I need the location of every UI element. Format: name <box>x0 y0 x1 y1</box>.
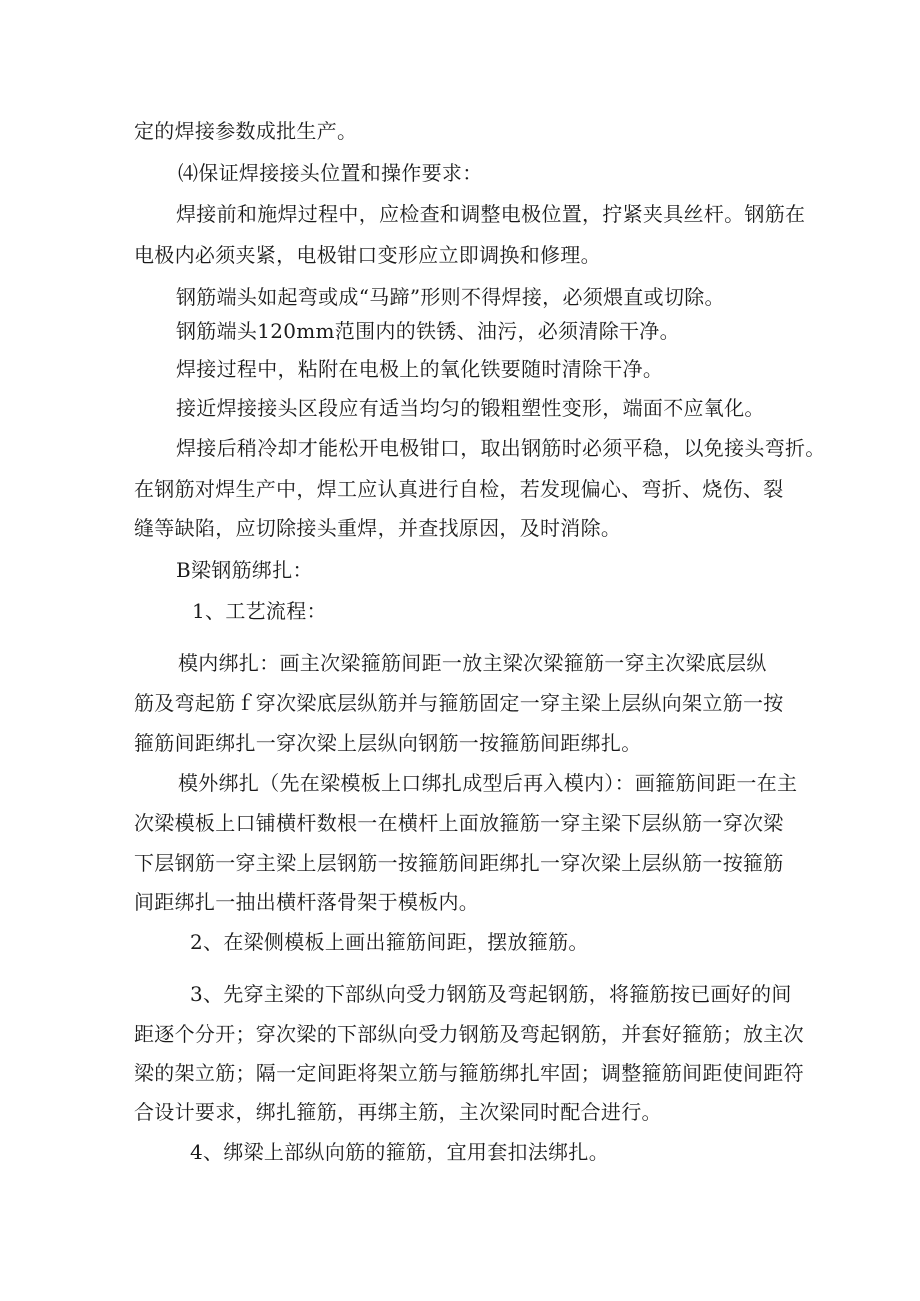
text-line: ⑷保证焊接接头位置和操作要求： <box>178 161 483 185</box>
text-line: 2、在梁侧模板上画出箍筋间距，摆放箍筋。 <box>190 930 589 954</box>
text-line: 距逐个分开；穿次梁的下部纵向受力钢筋及弯起钢筋，并套好箍筋；放主次 <box>134 1022 804 1046</box>
text-line: 焊接前和施焊过程中，应检查和调整电极位置，拧紧夹具丝杆。钢筋在 <box>176 202 806 226</box>
text-line: 梁的架立筋；隔一定间距将架立筋与箍筋绑扎牢固；调整箍筋间距使间距符 <box>134 1061 804 1085</box>
text-line: 合设计要求，绑扎箍筋，再绑主筋，主次梁同时配合进行。 <box>134 1100 662 1124</box>
text-line: 次梁模板上口铺横杆数根一在横杆上面放箍筋一穿主梁下层纵筋一穿次梁 <box>134 811 784 835</box>
text-line: 焊接过程中，粘附在电极上的氧化铁要随时清除干净。 <box>176 357 664 381</box>
text-line: 电极内必须夹紧，电极钳口变形应立即调换和修理。 <box>134 243 601 267</box>
text-line: 接近焊接接头区段应有适当均匀的锻粗塑性变形，端面不应氧化。 <box>176 396 765 420</box>
text-line: 钢筋端头如起弯或成“马蹄”形则不得焊接，必须煨直或切除。 <box>176 285 725 309</box>
subsection-heading: 1、工艺流程： <box>192 599 327 623</box>
text-line: 缝等缺陷，应切除接头重焊，并查找原因，及时消除。 <box>134 516 622 540</box>
text-line: 筋及弯起筋ｆ穿次梁底层纵筋并与箍筋固定一穿主梁上层纵向架立筋一按 <box>134 691 784 715</box>
section-heading: B梁钢筋绑扎： <box>176 558 313 582</box>
text-line: 钢筋端头120mm范围内的铁锈、油污，必须清除干净。 <box>176 319 680 343</box>
text-line: 模内绑扎：画主次梁箍筋间距一放主梁次梁箍筋一穿主次梁底层纵 <box>178 651 767 675</box>
text-line: 间距绑扎一抽出横杆落骨架于模板内。 <box>134 890 480 914</box>
text-line: 下层钢筋一穿主梁上层钢筋一按箍筋间距绑扎一穿次梁上层纵筋一按箍筋 <box>134 851 784 875</box>
text-line: 在钢筋对焊生产中，焊工应认真进行自检，若发现偏心、弯折、烧伤、裂 <box>134 477 784 501</box>
text-line: 4、绑梁上部纵向筋的箍筋，宜用套扣法绑扎。 <box>190 1140 610 1164</box>
text-line: 3、先穿主梁的下部纵向受力钢筋及弯起钢筋，将箍筋按已画好的间 <box>190 982 792 1006</box>
text-line: 箍筋间距绑扎一穿次梁上层纵向钢筋一按箍筋间距绑扎。 <box>134 731 642 755</box>
text-line: 模外绑扎（先在梁模板上口绑扎成型后再入模内）：画箍筋间距一在主 <box>178 771 798 795</box>
text-line: 定的焊接参数成批生产。 <box>134 119 358 143</box>
text-line: 焊接后稍冷却才能松开电极钳口，取出钢筋时必须平稳，以免接头弯折。 <box>176 436 826 460</box>
